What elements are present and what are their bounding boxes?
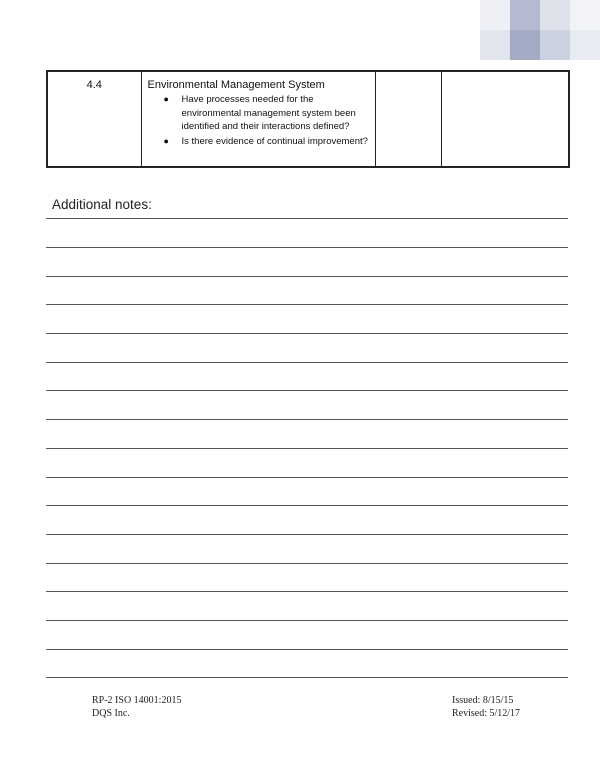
logo-block — [510, 0, 540, 30]
note-line[interactable] — [46, 677, 568, 678]
company-name: DQS Inc. — [92, 708, 130, 719]
logo-block — [480, 30, 510, 60]
note-line[interactable] — [46, 276, 568, 277]
note-line[interactable] — [46, 649, 568, 650]
logo-block — [510, 30, 540, 60]
note-line[interactable] — [46, 419, 568, 420]
status-cell[interactable] — [375, 71, 441, 167]
note-line[interactable] — [46, 362, 568, 363]
logo-block — [540, 0, 570, 30]
note-line[interactable] — [46, 448, 568, 449]
note-line[interactable] — [46, 218, 568, 219]
document-id: RP-2 ISO 14001:2015 — [92, 695, 182, 706]
logo-block — [570, 30, 600, 60]
comments-cell[interactable] — [441, 71, 569, 167]
list-item — [163, 93, 369, 134]
note-line[interactable] — [46, 534, 568, 535]
revised-date: Revised: 5/12/17 — [452, 708, 521, 719]
bullet-icon: ● — [163, 135, 169, 146]
table-row — [47, 71, 569, 167]
bullet-icon: ● — [163, 94, 169, 104]
note-line[interactable] — [46, 333, 568, 334]
clause-number: 4.4 — [47, 71, 141, 167]
logo-block — [540, 30, 570, 60]
note-line[interactable] — [46, 477, 568, 478]
logo-block — [480, 0, 510, 30]
question-text: Is there evidence of continual improvement? — [181, 135, 368, 147]
requirement-title: Environmental Management System — [147, 79, 325, 91]
question-text: Have processes needed for the environmental management system been identified and their interactions defined? — [181, 94, 356, 132]
note-line[interactable] — [46, 304, 568, 305]
logo-block — [570, 0, 600, 30]
note-line[interactable] — [46, 563, 568, 564]
list-item — [163, 135, 369, 149]
note-line[interactable] — [46, 620, 568, 621]
question-list — [148, 93, 369, 148]
note-line[interactable] — [46, 247, 568, 248]
audit-checklist-table — [46, 70, 570, 168]
notes-title: Additional notes: — [52, 197, 152, 212]
issued-date: Issued: 8/15/15 — [452, 695, 514, 706]
footer-right — [452, 694, 520, 720]
requirement-cell — [141, 71, 375, 167]
footer-left — [92, 694, 181, 720]
note-line[interactable] — [46, 390, 568, 391]
header-logo-blocks — [480, 0, 600, 60]
note-line[interactable] — [46, 505, 568, 506]
note-line[interactable] — [46, 591, 568, 592]
